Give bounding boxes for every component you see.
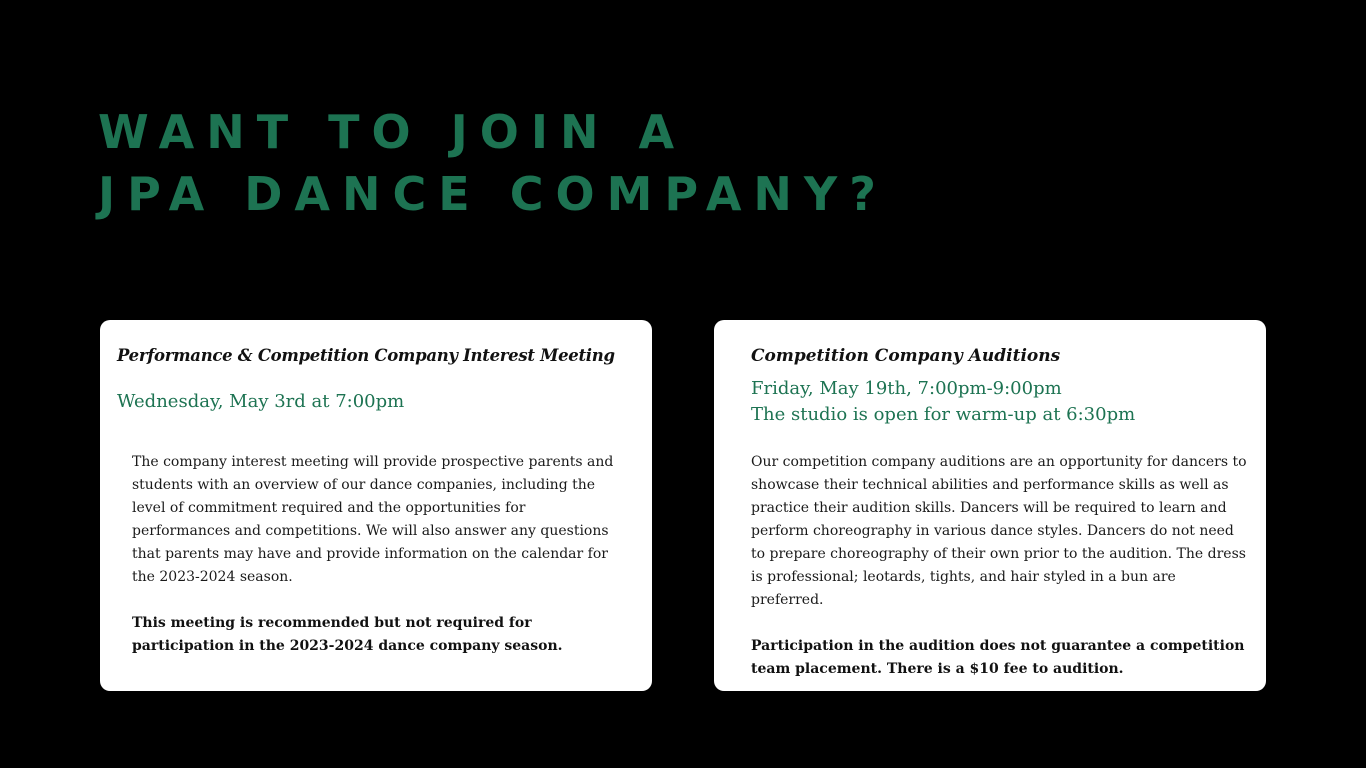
page-headline xyxy=(98,101,888,225)
interest-meeting-date: Wednesday, May 3rd at 7:00pm xyxy=(117,391,405,412)
auditions-description: Our competition company auditions are an opportunity for dancers to showcase their technical abilities and performance skills as well as practice their audition skills. Dancers will be required to learn and perform choreography in various dance styles. Dancers do not need to prepare choreography of their own prior to the audition. The dress is professional; leotards, tights, and hair styled in a bun are preferred. xyxy=(751,454,1247,608)
auditions-warmup: The studio is open for warm-up at 6:30pm xyxy=(751,404,1136,425)
auditions-schedule xyxy=(751,376,1135,428)
interest-meeting-card xyxy=(100,320,652,691)
auditions-date: Friday, May 19th, 7:00pm-9:00pm xyxy=(751,378,1062,399)
auditions-title: Competition Company Auditions xyxy=(751,346,1061,366)
interest-meeting-title: Performance & Competition Company Interest Meeting xyxy=(117,346,615,365)
auditions-card xyxy=(714,320,1266,691)
interest-meeting-description: The company interest meeting will provide prospective parents and students with an overview of our dance companies, including the level of commitment required and the opportunities for performances and competitions. We will also answer any questions that parents may have and provide information on the calendar for the 2023-2024 season. xyxy=(132,454,614,585)
headline-line-2: JPA DANCE COMPANY? xyxy=(98,167,888,221)
auditions-note: Participation in the audition does not guarantee a competition team placement. There is a $10 fee to audition. xyxy=(751,638,1245,677)
interest-meeting-note: This meeting is recommended but not required for participation in the 2023-2024 dance company season. xyxy=(132,615,563,654)
headline-line-1: WANT TO JOIN A xyxy=(98,105,687,159)
